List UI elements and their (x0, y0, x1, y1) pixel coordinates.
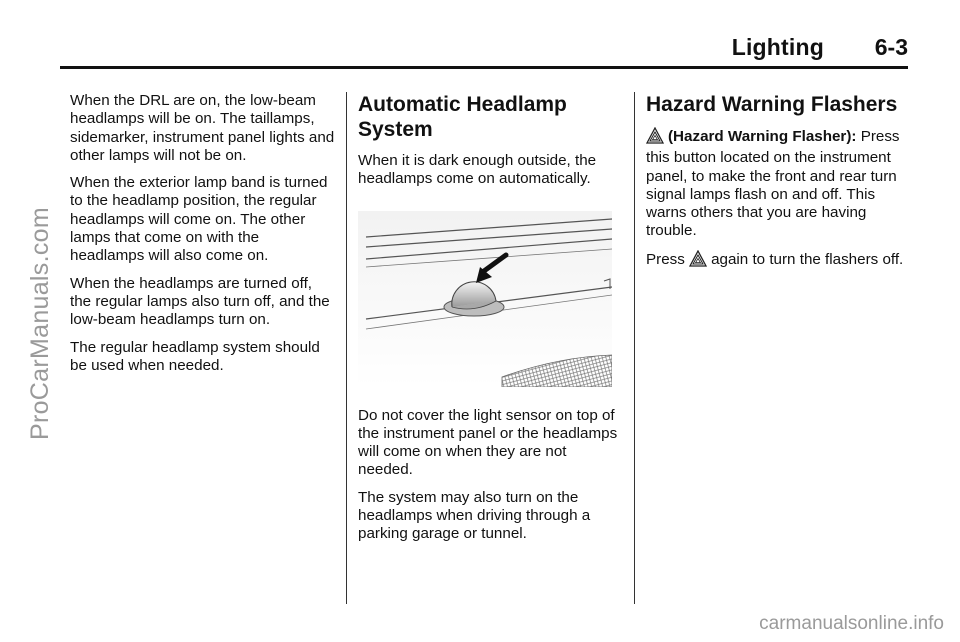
paragraph: When the DRL are on, the low-beam headlamps will be on. The taillamps, sidemarker, instrument panel lights and other lamps will not be on. (70, 92, 335, 164)
column-2 (358, 92, 624, 553)
column-1 (70, 92, 336, 384)
section-heading: Automatic Headlamp System (358, 93, 567, 141)
paragraph (646, 250, 912, 272)
hazard-description: Press this button located on the instrument panel, to make the front and rear turn signal lamps flash on and off. This warns others that you are having trouble. (646, 128, 900, 240)
hazard-triangle-icon (689, 250, 707, 272)
light-sensor-illustration (358, 211, 612, 387)
paragraph: When the exterior lamp band is turned to the headlamp position, the regular headlamps will come on. The other lamps that come on with the headlamps will also come on. (70, 174, 328, 265)
section-heading: Hazard Warning Flashers (646, 93, 898, 116)
paragraph: The regular headlamp system should be used when needed. (70, 338, 320, 374)
column-3 (646, 92, 912, 281)
paragraph: When it is dark enough outside, the headlamps come on automatically. (358, 152, 597, 188)
section-title: Lighting (731, 34, 824, 60)
press-suffix: again to turn the flashers off. (711, 250, 904, 268)
hazard-triangle-icon (646, 127, 664, 149)
paragraph: Do not cover the light sensor on top of the instrument panel or the headlamps will come on when they are not needed. (358, 406, 618, 479)
column-divider (346, 92, 347, 604)
paragraph: The system may also turn on the headlamps when driving through a parking garage or tunnel. (358, 488, 591, 543)
paragraph: When the headlamps are turned off, the regular lamps also turn off, and the low-beam headlamps turn on. (70, 274, 330, 329)
paragraph (646, 127, 912, 241)
bottom-watermark: carmanualsonline.info (759, 613, 944, 634)
page-number: 6-3 (874, 34, 908, 60)
side-watermark: ProCarManuals.com (26, 207, 54, 440)
press-prefix: Press (646, 250, 685, 268)
column-divider (634, 92, 635, 604)
page-header (60, 32, 908, 69)
hazard-button-label: (Hazard Warning Flasher): (668, 128, 857, 145)
